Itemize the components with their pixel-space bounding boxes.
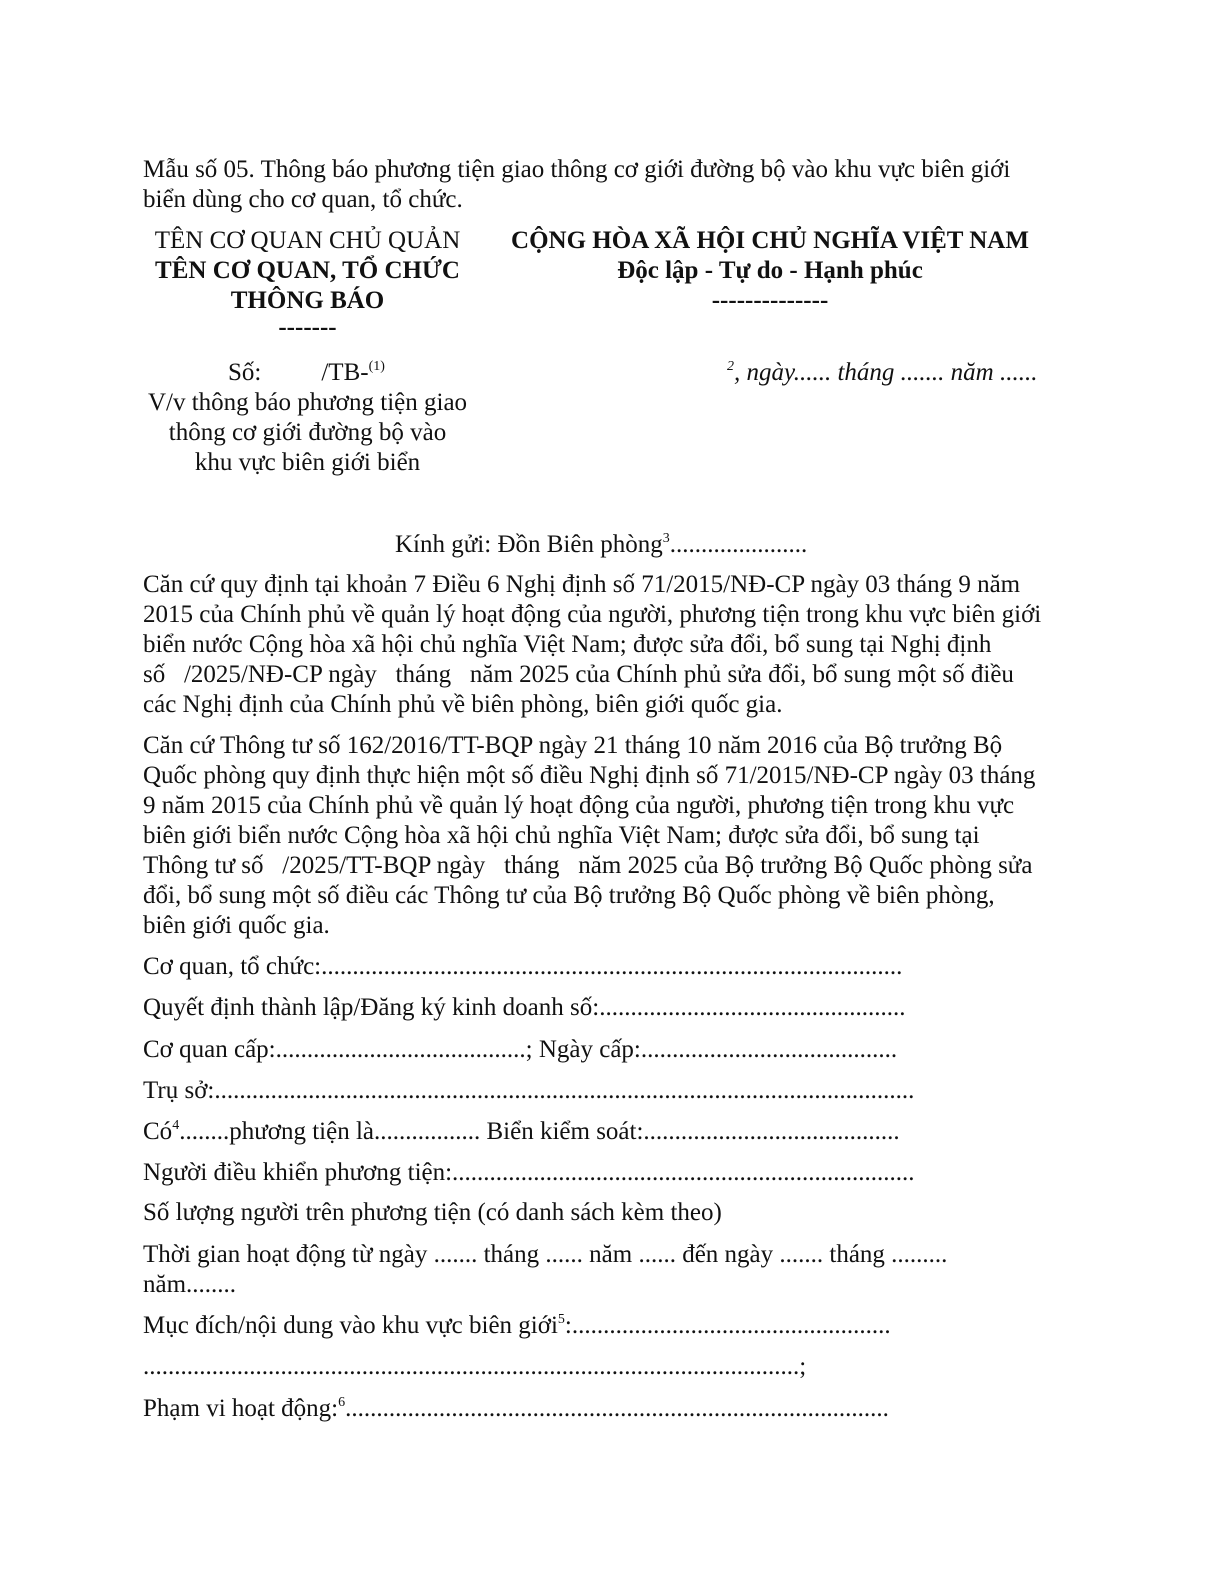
date-text: , ngày...... tháng ....... năm ......	[734, 359, 1038, 386]
basis-1-line: Căn cứ quy định tại khoản 7 Điều 6 Nghị định số 71/2015/NĐ-CP ngày 03 tháng 9 năm	[143, 571, 1021, 598]
field-people-count[interactable]: Số lượng người trên phương tiện (có danh sách kèm theo)	[143, 1199, 722, 1226]
scope-footnote: 6	[338, 1395, 346, 1410]
scope-label: Phạm vi hoạt động:	[143, 1395, 339, 1422]
date-line	[727, 358, 1037, 388]
field-driver[interactable]: Người điều khiển phương tiện:..........................................................................	[143, 1159, 915, 1186]
scope-dots: .......................................................................................	[345, 1395, 889, 1422]
field-scope[interactable]	[143, 1394, 889, 1424]
field-agency[interactable]: Cơ quan, tổ chức:.............................................................................................	[143, 953, 903, 980]
vehicle-footnote: 4	[172, 1118, 180, 1133]
basis-paragraph-2	[143, 731, 1083, 941]
basis-1-line: số /2025/NĐ-CP ngày tháng năm 2025 của Chính phủ sửa đổi, bổ sung một số điều	[143, 661, 1014, 688]
recipient	[395, 530, 807, 560]
field-purpose-line-2[interactable]: .........................................................................................................;	[143, 1353, 807, 1380]
date-footnote: 2	[727, 359, 734, 374]
field-headquarters[interactable]: Trụ sở:................................................................................................................	[143, 1077, 915, 1104]
subject-line-2: thông cơ giới đường bộ vào	[168, 419, 447, 446]
basis-1-line: biển nước Cộng hòa xã hội chủ nghĩa Việt Nam; được sửa đổi, bổ sung tại Nghị định	[143, 631, 992, 658]
basis-1-line: các Nghị định của Chính phủ về biên phòng, biên giới quốc gia.	[143, 691, 783, 718]
basis-2-line: 9 năm 2015 của Chính phủ về quản lý hoạt động của người, phương tiện trong khu vực	[143, 792, 1015, 819]
number-suffix: /TB-	[321, 359, 369, 386]
field-vehicles[interactable]	[143, 1117, 900, 1147]
header-right	[495, 226, 1045, 316]
vehicle-rest: ........phương tiện là................. Biển kiểm soát:.........................................	[179, 1118, 900, 1145]
field-decision-number[interactable]: Quyết định thành lập/Đăng ký kinh doanh số:.................................................	[143, 994, 906, 1021]
field-issuer-and-date[interactable]: Cơ quan cấp:........................................; Ngày cấp:.........................................	[143, 1036, 898, 1063]
basis-2-line: Căn cứ Thông tư số 162/2016/TT-BQP ngày 21 tháng 10 năm 2016 của Bộ trưởng Bộ	[143, 732, 1003, 759]
agency-name-line-2: THÔNG BÁO	[230, 287, 385, 314]
purpose-footnote: 5	[557, 1312, 565, 1327]
purpose-label: Mục đích/nội dung vào khu vực biên giới	[143, 1312, 558, 1339]
field-purpose[interactable]	[143, 1311, 891, 1341]
basis-2-line: biên giới quốc gia.	[143, 912, 330, 939]
number-label: Số:	[228, 359, 262, 386]
recipient-footnote: 3	[662, 531, 670, 546]
motto: Độc lập - Tự do - Hạnh phúc	[617, 257, 923, 284]
vehicle-prefix: Có	[143, 1118, 173, 1145]
recipient-dots: ......................	[669, 531, 808, 558]
basis-2-line: biên giới biển nước Cộng hòa xã hội chủ nghĩa Việt Nam; được sửa đổi, bổ sung tại	[143, 822, 980, 849]
agency-parent: TÊN CƠ QUAN CHỦ QUẢN	[154, 227, 461, 254]
agency-name-line-1: TÊN CƠ QUAN, TỔ CHỨC	[155, 257, 460, 284]
purpose-dots: :...................................................	[564, 1312, 891, 1339]
subject-line-1: V/v thông báo phương tiện giao	[147, 389, 468, 416]
basis-2-line: đổi, bổ sung một số điều các Thông tư của Bộ trưởng Bộ Quốc phòng về biên phòng,	[143, 882, 995, 909]
form-title-line-2: biển dùng cho cơ quan, tổ chức.	[143, 186, 463, 213]
basis-2-line: Thông tư số /2025/TT-BQP ngày tháng năm 2025 của Bộ trưởng Bộ Quốc phòng sửa	[143, 852, 1033, 879]
basis-paragraph-1	[143, 570, 1083, 720]
field-time-line-2[interactable]: năm........	[143, 1271, 237, 1298]
subject-line-3: khu vực biên giới biển	[194, 449, 421, 476]
header-right-separator: --------------	[711, 287, 829, 314]
country-name: CỘNG HÒA XÃ HỘI CHỦ NGHĨA VIỆT NAM	[511, 227, 1029, 254]
number-footnote: (1)	[368, 359, 385, 374]
header-left-separator: -------	[278, 314, 337, 341]
form-title-line-1: Mẫu số 05. Thông báo phương tiện giao thông cơ giới đường bộ vào khu vực biên giới	[143, 156, 1011, 183]
recipient-label: Kính gửi: Đồn Biên phòng	[395, 531, 663, 558]
header-left	[130, 226, 485, 340]
subject	[130, 388, 485, 478]
basis-2-line: Quốc phòng quy định thực hiện một số điều Nghị định số 71/2015/NĐ-CP ngày 03 tháng	[143, 762, 1036, 789]
document-number	[228, 358, 385, 388]
field-time-line-1[interactable]: Thời gian hoạt động từ ngày ....... tháng ...... năm ...... đến ngày ....... tháng .........	[143, 1241, 948, 1268]
basis-1-line: 2015 của Chính phủ về quản lý hoạt động của người, phương tiện trong khu vực biên giới	[143, 601, 1042, 628]
